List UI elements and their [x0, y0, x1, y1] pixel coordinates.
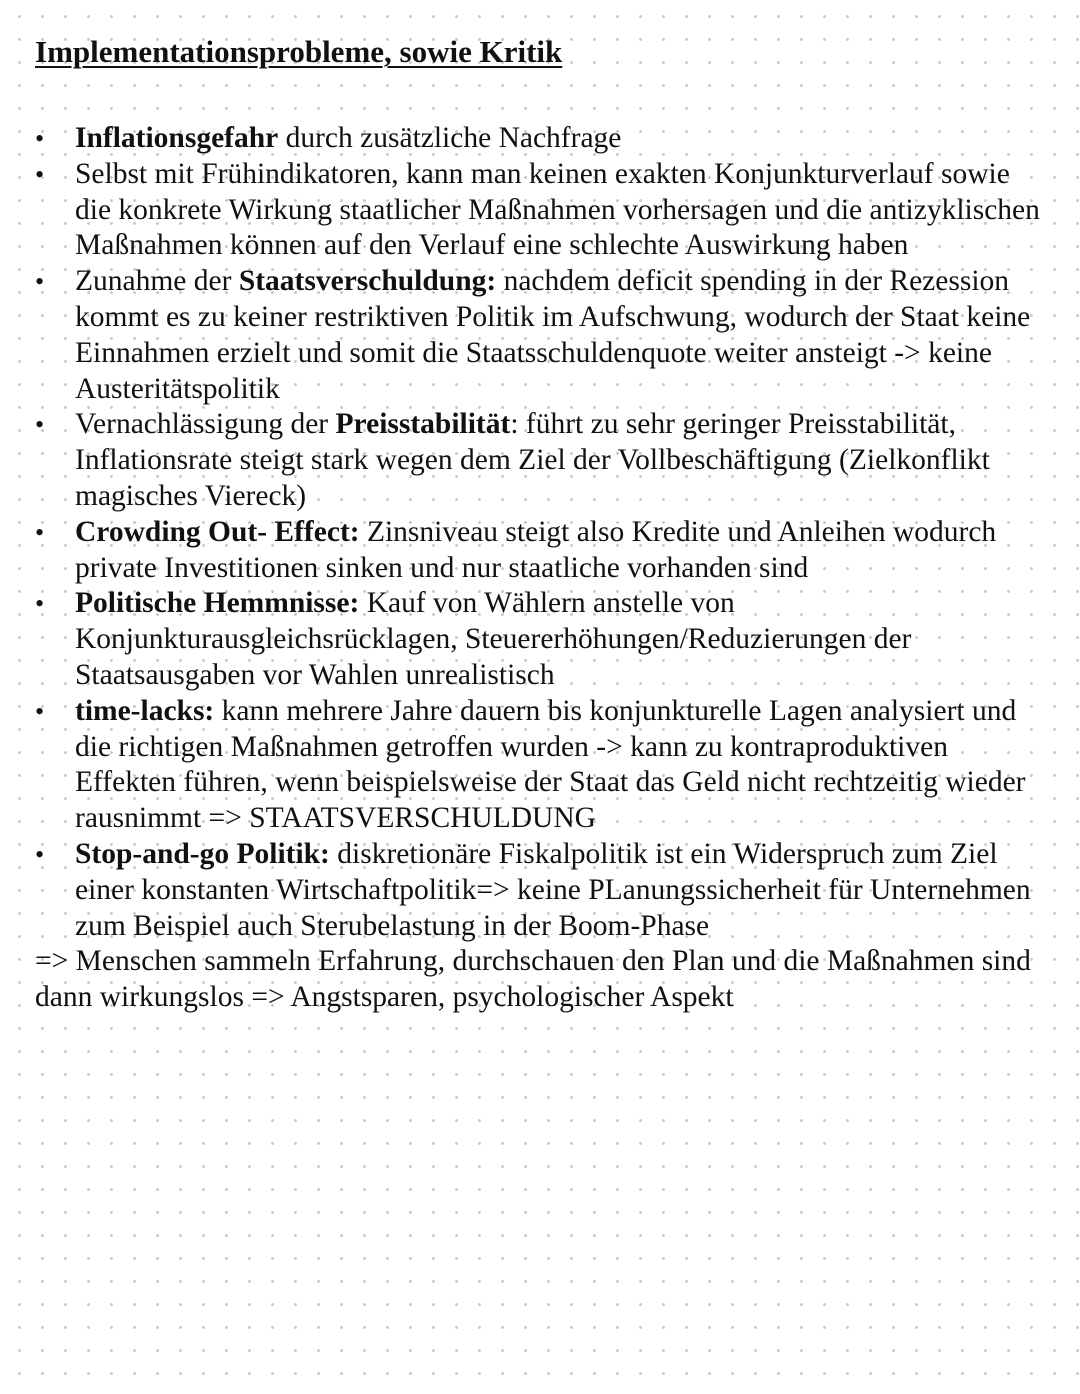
- item-text: durch zusätzliche Nachfrage: [278, 122, 622, 154]
- item-text: Kauf von Wählern anstelle von Konjunkturausgleichsrücklagen, Steuererhöhungen/Reduzierungen der Staatsausgaben vor Wahlen unrealistisch: [75, 587, 912, 691]
- list-item: [35, 586, 1045, 693]
- bullet-icon: •: [35, 124, 45, 153]
- list-item: [35, 157, 1045, 264]
- item-text: nachdem deficit spending in der Rezession kommt es zu keiner restriktiven Politik im Aufschwung, wodurch der Staat keine Einnahmen erzielt und somit die Staatsschuldenquote weiter ansteigt -> keine Austeritätspolitik: [75, 265, 1031, 405]
- bullet-icon: •: [35, 159, 45, 189]
- item-keyword: Staatsverschuldung:: [238, 265, 497, 298]
- item-prefix: Zunahme der: [75, 265, 239, 298]
- item-text: Zinsniveau steigt also Kredite und Anleihen wodurch private Investitionen sinken und nur staatliche vorhanden sind: [75, 515, 997, 584]
- list-item: [35, 515, 1045, 587]
- item-text: Selbst mit Frühindikatoren, kann man keinen exakten Konjunkturverlauf sowie die konkrete Wirkung staatlicher Maßnahmen vorhersagen und die antizyklischen Maßnahmen können auf den Verlauf eine schlechte Auswirkung haben: [75, 157, 1040, 262]
- bullet-icon: •: [35, 839, 45, 869]
- item-text: kann mehrere Jahre dauern bis konjunkturelle Lagen analysiert und die richtigen Maßnahmen getroffen wurden -> kann zu kontraproduktiven Effekten führen, wenn beispielsweise der Staat das Geld nicht rechtzeitig wieder rausnimmt => STAATSVERSCHULDUNG: [75, 694, 1026, 835]
- item-keyword: Crowding Out- Effect:: [75, 515, 360, 548]
- list-item: [35, 407, 1045, 514]
- list-item: [35, 837, 1045, 944]
- item-keyword: Inflationsgefahr: [75, 122, 279, 154]
- item-keyword: Politische Hemmnisse:: [75, 587, 360, 620]
- criticism-list: [35, 121, 1045, 944]
- item-prefix: Vernachlässigung der: [75, 408, 336, 441]
- item-text: diskretionäre Fiskalpolitik ist ein Widerspruch zum Ziel einer konstanten Wirtschaftpolitik=> keine PLanungssicherheit für Unternehmen zum Beispiel auch Sterubelastung in der Boom-Phase: [75, 837, 1031, 942]
- conclusion-text: => Menschen sammeln Erfahrung, durchschauen den Plan und die Maßnahmen sind dann wirkungslos => Angstsparen, psychologischer Aspekt: [35, 945, 1031, 1014]
- document-page: [35, 30, 1045, 1016]
- page-title: Implementationsprobleme, sowie Kritik: [35, 34, 563, 69]
- list-item: [35, 694, 1045, 837]
- bullet-icon: •: [35, 267, 45, 297]
- bullet-icon: •: [35, 410, 45, 440]
- bullet-icon: •: [35, 517, 45, 547]
- item-keyword: Stop-and-go Politik:: [75, 837, 330, 870]
- item-keyword: time-lacks:: [75, 694, 215, 727]
- item-text: : führt zu sehr geringer Preisstabilität, Inflationsrate steigt stark wegen dem Ziel der Vollbeschäftigung (Zielkonflikt magisches Viereck): [75, 408, 990, 512]
- item-keyword: Preisstabilität: [335, 408, 511, 441]
- list-item: [35, 264, 1045, 407]
- bullet-icon: •: [35, 589, 45, 619]
- list-item: [35, 121, 1045, 157]
- bullet-icon: •: [35, 696, 45, 726]
